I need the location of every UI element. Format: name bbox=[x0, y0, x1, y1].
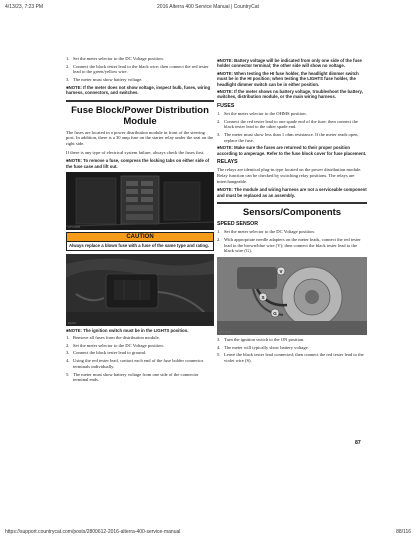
section-title-fuse-block: Fuse Block/Power Distribution Module bbox=[71, 104, 209, 127]
list-item: 1. Set the meter selector to the DC Voltage position. bbox=[66, 56, 164, 61]
fuse-block-photo bbox=[66, 172, 214, 230]
photo-label: EA047 bbox=[68, 320, 77, 325]
list-item: 3. The meter must show less than 1 ohm resistance. If the meter reads open, replace the fuse. bbox=[217, 131, 359, 143]
print-url: https://support.countrycat.com/posts/2800612-2016-alterra-400-service-manual bbox=[5, 529, 181, 535]
speed-sensor-steps-list-2 bbox=[217, 337, 367, 364]
photo-label: ATV-0085 bbox=[68, 225, 81, 230]
fuse-block-illustration bbox=[66, 172, 214, 230]
caution-text: Always replace a blown fuse with a fuse of the same type and rating. bbox=[69, 243, 209, 249]
section-divider bbox=[66, 100, 214, 102]
list-item: 5. Leave the black tester lead connected; then connect the red tester lead to the violet wire (S). bbox=[217, 352, 364, 364]
caution-box bbox=[66, 232, 214, 250]
photo-label: ATV-2049 bbox=[219, 329, 232, 334]
list-item: 2. With appropriate needle adapters on the meter leads, connect the red tester lead to the brown/blue wire (V); then connect the black tester lead to the black wire (G). bbox=[217, 236, 361, 254]
subhead-fuses: FUSES bbox=[217, 102, 235, 109]
section-divider bbox=[217, 202, 367, 204]
fuse-holder-illustration bbox=[66, 254, 214, 326]
note-one-side-voltage: ■NOTE: Battery voltage will be indicated from only one side of the fuse holder connector terminal; the other side will show no voltage. bbox=[217, 58, 362, 69]
list-item: 4. Using the red tester lead, contact each end of the fuse holder connector terminals individually. bbox=[66, 358, 204, 369]
callout-v: V bbox=[279, 268, 283, 274]
print-page-indicator: 88/116 bbox=[396, 529, 411, 535]
note-module-assembly: ■NOTE: The module and wiring harness are not a serviceable component and must be replaced as an assembly. bbox=[217, 187, 367, 198]
caution-title: CAUTION bbox=[67, 233, 213, 242]
top-steps-list bbox=[66, 56, 214, 83]
note-ignition-lights: ■NOTE: The ignition switch must be in the LIGHTS position. bbox=[66, 327, 189, 333]
callout-s: S bbox=[261, 294, 265, 300]
fuse-holder-photo bbox=[66, 254, 214, 326]
left-column bbox=[66, 56, 214, 385]
print-page-title: 2016 Alterra 400 Service Manual | CountryCat bbox=[157, 4, 259, 10]
paragraph-fuse-location: The fuses are located in a power distribution module in front of the steering post. In addition, there is a 30 amp fuse on the starter relay under the seat on the right side. bbox=[66, 129, 214, 147]
subhead-relays: RELAYS bbox=[217, 159, 238, 166]
right-column bbox=[217, 56, 367, 366]
list-item: 1. Set the meter selector to the DC Voltage position. bbox=[217, 229, 315, 235]
subhead-speed-sensor: SPEED SENSOR bbox=[217, 221, 258, 228]
speed-sensor-illustration bbox=[217, 257, 367, 335]
list-item: 1. Remove all fuses from the distribution module. bbox=[66, 335, 160, 341]
list-item: 2. Connect the black tester lead to the black wire; then connect the red tester lead to the green/yellow wire. bbox=[66, 63, 209, 75]
browser-print-footer bbox=[0, 527, 416, 538]
speed-sensor-photo bbox=[217, 257, 367, 335]
note-remove-fuse: ■NOTE: To remove a fuse, compress the locking tabs on either side of the fuse case and lift out. bbox=[66, 158, 210, 169]
section-title-sensors: Sensors/Components bbox=[242, 207, 342, 219]
list-item: 3. Turn the ignition switch to the ON position. bbox=[217, 336, 305, 342]
paragraph-relays: The relays are identical plug-in type located on the power distribution module. Relay function can be checked by switching relay positions. The relays are interchangeable. bbox=[217, 167, 362, 184]
list-item: 2. Set the meter selector to the DC Voltage position. bbox=[66, 342, 164, 348]
page-number: 87 bbox=[355, 440, 361, 446]
browser-print-header bbox=[0, 0, 416, 14]
callout-g: G bbox=[273, 310, 277, 316]
list-item: 3. The meter must show battery voltage. bbox=[66, 77, 143, 83]
list-item: 3. Connect the black tester lead to ground. bbox=[66, 350, 147, 356]
fuses-steps-list bbox=[217, 111, 367, 144]
paragraph-check-fuses: If there is any type of electrical system failure, always check the fuses first. bbox=[66, 149, 205, 155]
note-no-voltage: ■NOTE: If the meter does not show voltage, inspect bulb, fuses, wiring harness, connectors, and switches. bbox=[66, 84, 211, 96]
list-item: 5. The meter must show battery voltage from one side of the connector terminal ends. bbox=[66, 371, 199, 383]
fuse-test-steps-list bbox=[66, 335, 214, 383]
list-item: 1. Set the meter selector to the OHMS position. bbox=[217, 110, 307, 116]
speed-sensor-steps-list bbox=[217, 229, 367, 254]
list-item: 2. Connect the red tester lead to one spade end of the fuse; then connect the black tester lead to the other spade end. bbox=[217, 118, 358, 130]
print-datetime: 4/13/23, 7:23 PM bbox=[5, 4, 44, 10]
note-hi-fuse-holder: ■NOTE: When testing the HI fuse holder, the headlight dimmer switch must be in the HI position; when testing the LIGHTS fuse holder, the headlight dimmer switch can be in either position. bbox=[217, 70, 359, 87]
list-item: 4. The meter will typically show battery voltage. bbox=[217, 344, 309, 350]
note-fuse-placement: ■NOTE: Make sure the fuses are returned to their proper position according to amperage. Refer to the fuse block cover for fuse placement. bbox=[217, 145, 367, 156]
note-no-battery-voltage: ■NOTE: If the meter shows no battery voltage, troubleshoot the battery, switches, distribution module, or the main wiring harness. bbox=[217, 89, 363, 100]
